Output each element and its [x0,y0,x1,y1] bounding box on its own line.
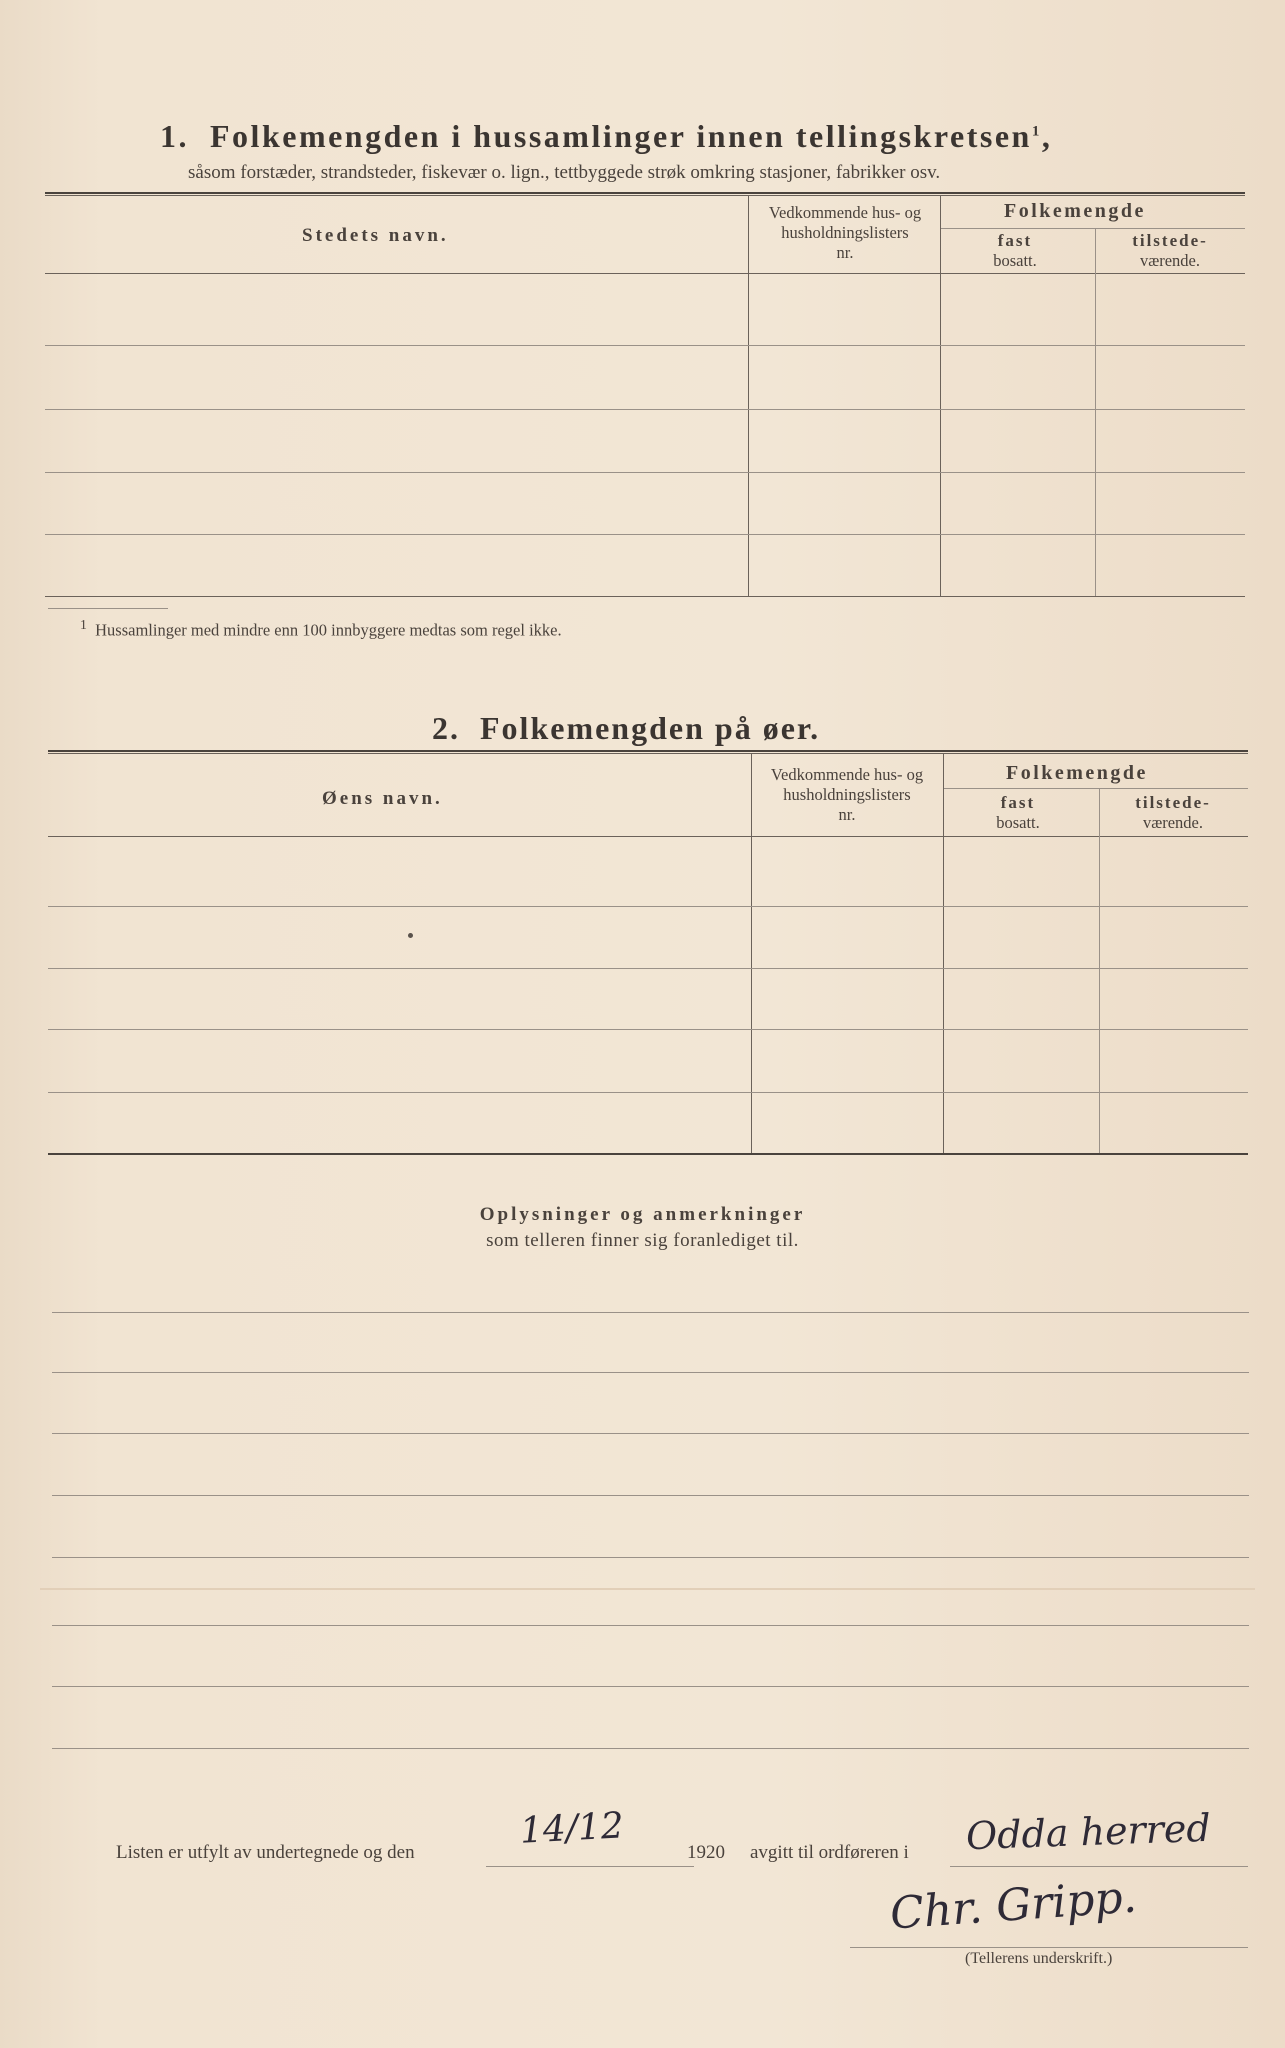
table2-col-fast [958,793,1078,833]
table1-col-tilstede [1100,231,1240,271]
section2-number: 2. [432,710,460,746]
remarks-line [52,1495,1249,1496]
table1-col-list [750,203,940,263]
footnote-rule [48,608,168,609]
table1-col-list-line2: husholdningslisters [781,223,909,242]
table1-col-name: Stedets navn. [302,225,449,246]
table1-vline-1 [748,196,749,596]
remarks-subheading: som telleren finner sig foranlediget til. [486,1230,799,1251]
remarks-line [52,1433,1249,1434]
table1-row-line [45,409,1245,410]
table2-folk-rule [943,788,1248,789]
paper-fold [40,1588,1255,1590]
section1-title: 1. Folkemengden i hussamlinger innen tellingskretsen$^1$, [160,118,1053,154]
place-handwritten: Odda herred [965,1805,1212,1859]
remarks-line [52,1372,1249,1373]
table1-col-folkemengde: Folkemengde [1004,200,1146,222]
table2-fast-line2: bosatt. [996,813,1040,832]
table2-header-bottom [48,836,1248,837]
table2-row-line [48,906,1248,907]
table2-tilstede-line1: tilstede- [1135,793,1211,812]
table1-col-fast [955,231,1075,271]
section1-title-text: Folkemengden i hussamlinger innen tellingskretsen [210,118,1032,154]
table1-top-rule-2 [45,195,1245,196]
table2-top-rule-2 [48,753,1248,754]
signature-prefix: Listen er utfylt av undertegnede og den [116,1842,415,1863]
table2-top-rule [48,750,1248,752]
section1-subtitle: såsom forstæder, strandsteder, fiskevær o. lign., tettbyggede strøk omkring stasjoner, fabrikker osv. [188,162,941,183]
table1-fast-line2: bosatt. [993,251,1037,270]
table1-row-line [45,534,1245,535]
section1-footnote-mark: 1 [1031,123,1042,140]
section2-title-text: Folkemengden på øer. [480,710,821,746]
section1-footnote [80,617,562,641]
signature-year: 1920 [687,1842,725,1863]
table2-vline-2 [943,754,944,1154]
remarks-line [52,1557,1249,1558]
table2-bottom-rule [48,1153,1248,1155]
table1-tilstede-line1: tilstede- [1132,231,1208,250]
table2-col-folkemengde: Folkemengde [1006,762,1148,784]
ink-dot [408,933,413,938]
signature-caption: (Tellerens underskrift.) [965,1950,1113,1967]
section1-number: 1. [160,118,189,154]
place-underline [950,1866,1248,1867]
table1-fast-line1: fast [997,231,1033,250]
table1-vline-3 [1095,228,1096,596]
table2-vline-3 [1099,788,1100,1154]
table2-tilstede-line2: værende. [1142,813,1204,832]
table2-vline-1 [751,754,752,1154]
table1-col-list-line1: Vedkommende hus- og [768,203,922,222]
date-handwritten: 14/12 [518,1805,625,1852]
table1-vline-2 [940,196,941,596]
remarks-line [52,1748,1249,1749]
date-underline [486,1866,694,1867]
signature-underline [850,1947,1248,1948]
remarks-line [52,1625,1249,1626]
table2-fast-line1: fast [1000,793,1036,812]
table1-header-bottom [45,273,1245,274]
table1-col-list-line3: nr. [836,243,854,262]
table2-col-list-line1: Vedkommende hus- og [770,765,924,784]
signature-middle: avgitt til ordføreren i [750,1842,909,1863]
table1-bottom-rule [45,596,1245,597]
table1-row-line [45,345,1245,346]
table2-col-name: Øens navn. [322,788,443,809]
table2-col-list-line2: husholdningslisters [783,785,911,804]
table1-row-line [45,472,1245,473]
table2-row-line [48,1029,1248,1030]
footnote-text: Hussamlinger med mindre enn 100 innbyggere medtas som regel ikke. [95,620,562,640]
table1-top-rule [45,192,1245,194]
remarks-line [52,1686,1249,1687]
table2-col-list-line3: nr. [838,805,856,824]
table2-col-list [752,765,942,825]
remarks-heading: Oplysninger og anmerkninger [479,1204,806,1225]
table2-row-line [48,1092,1248,1093]
section2-title [432,710,820,747]
table1-tilstede-line2: værende. [1139,251,1201,270]
table2-row-line [48,968,1248,969]
remarks-line [52,1312,1249,1313]
table1-folk-rule [940,228,1245,229]
footnote-mark: 1 [80,617,87,632]
table2-col-tilstede [1103,793,1243,833]
signature-handwritten: Chr. Gripp. [888,1871,1139,1940]
